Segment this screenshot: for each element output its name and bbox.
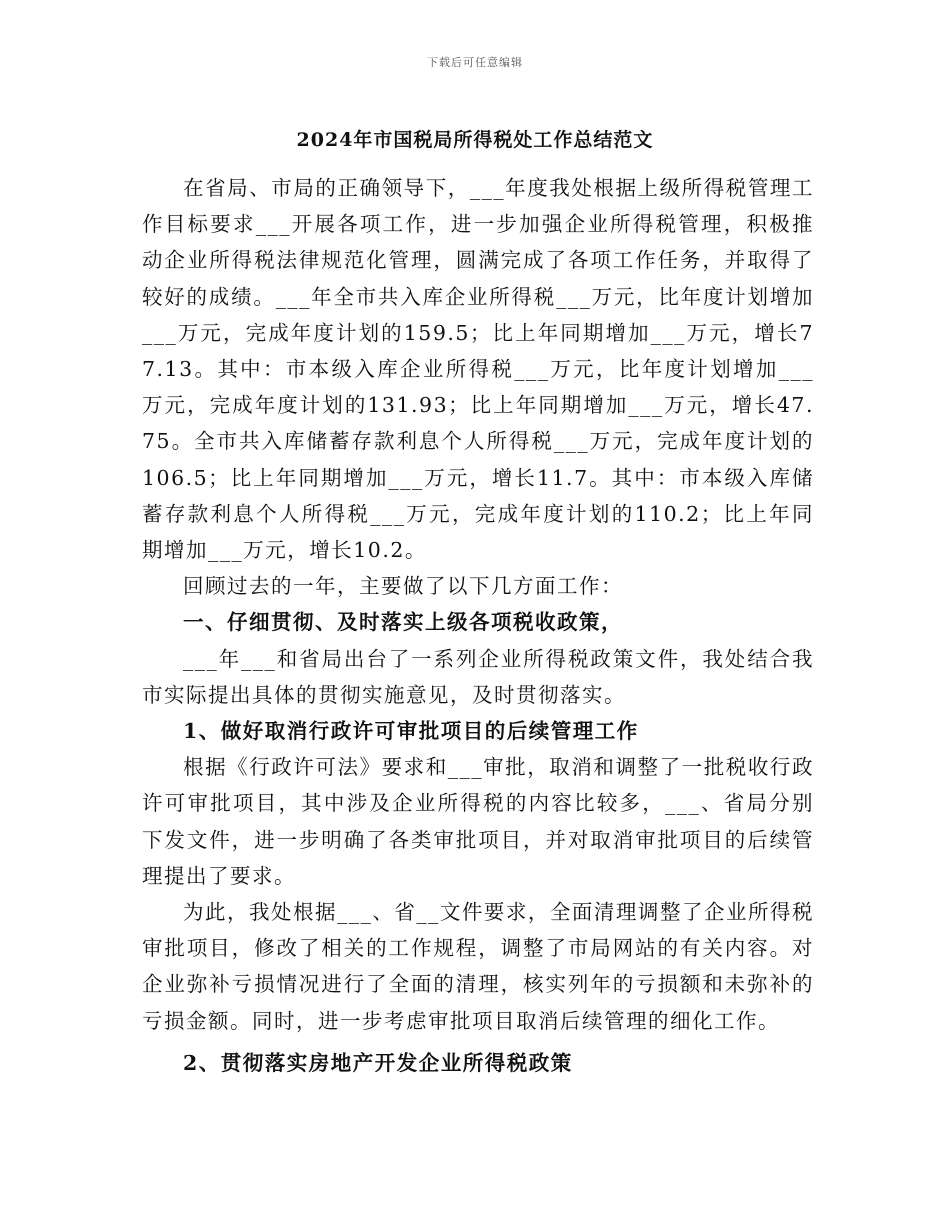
paragraph-subsection-1a: 根据《行政许可法》要求和___审批，取消和调整了一批税收行政许可审批项目，其中涉及企业所得税的内容比较多，___、省局分别下发文件，进一步明确了各类审批项目，并对取消审批项目的后续管理提出了要求。 <box>142 755 814 888</box>
subsection-heading-2: 2、贯彻落实房地产开发企业所得税政策 <box>183 1050 573 1075</box>
paragraph-section-1: ___年___和省局出台了一系列企业所得税政策文件，我处结合我市实际提出具体的贯彻实施意见，及时贯彻落实。 <box>142 646 814 707</box>
subsection-heading-1: 1、做好取消行政许可审批项目的后续管理工作 <box>183 719 639 744</box>
paragraph-intro: 在省局、市局的正确领导下，___年度我处根据上级所得税管理工作目标要求___开展各项工作，进一步加强企业所得税管理，积极推动企业所得税法律规范化管理，圆满完成了各项工作任务，并取得了较好的成绩。___年全市共入库企业所得税___万元，比年度计划增加___万元，完成年度计划的159.5；比上年同期增加___万元，增长77.13。其中：市本级入库企业所得税___万元，比年度计划增加___万元，完成年度计划的131.93；比上年同期增加___万元，增长47.75。全市共入库储蓄存款利息个人所得税___万元，完成年度计划的106.5；比上年同期增加___万元，增长11.7。其中：市本级入库储蓄存款利息个人所得税___万元，完成年度计划的110.2；比上年同期增加___万元，增长10.2。 <box>142 176 814 563</box>
paragraph-subsection-1b: 为此，我处根据___、省__文件要求，全面清理调整了企业所得税审批项目，修改了相关的工作规程，调整了市局网站的有关内容。对企业弥补亏损情况进行了全面的清理，核实列年的亏损额和未弥补的亏损金额。同时，进一步考虑审批项目取消后续管理的细化工作。 <box>142 900 814 1033</box>
paragraph-review: 回顾过去的一年，主要做了以下几方面工作： <box>183 574 623 599</box>
document-title: 2024年市国税局所得税处工作总结范文 <box>296 129 654 151</box>
section-heading-1: 一、仔细贯彻、及时落实上级各项税收政策， <box>183 610 623 635</box>
header-note: 下载后可任意编辑 <box>427 56 523 69</box>
document-body <box>142 170 814 1081</box>
